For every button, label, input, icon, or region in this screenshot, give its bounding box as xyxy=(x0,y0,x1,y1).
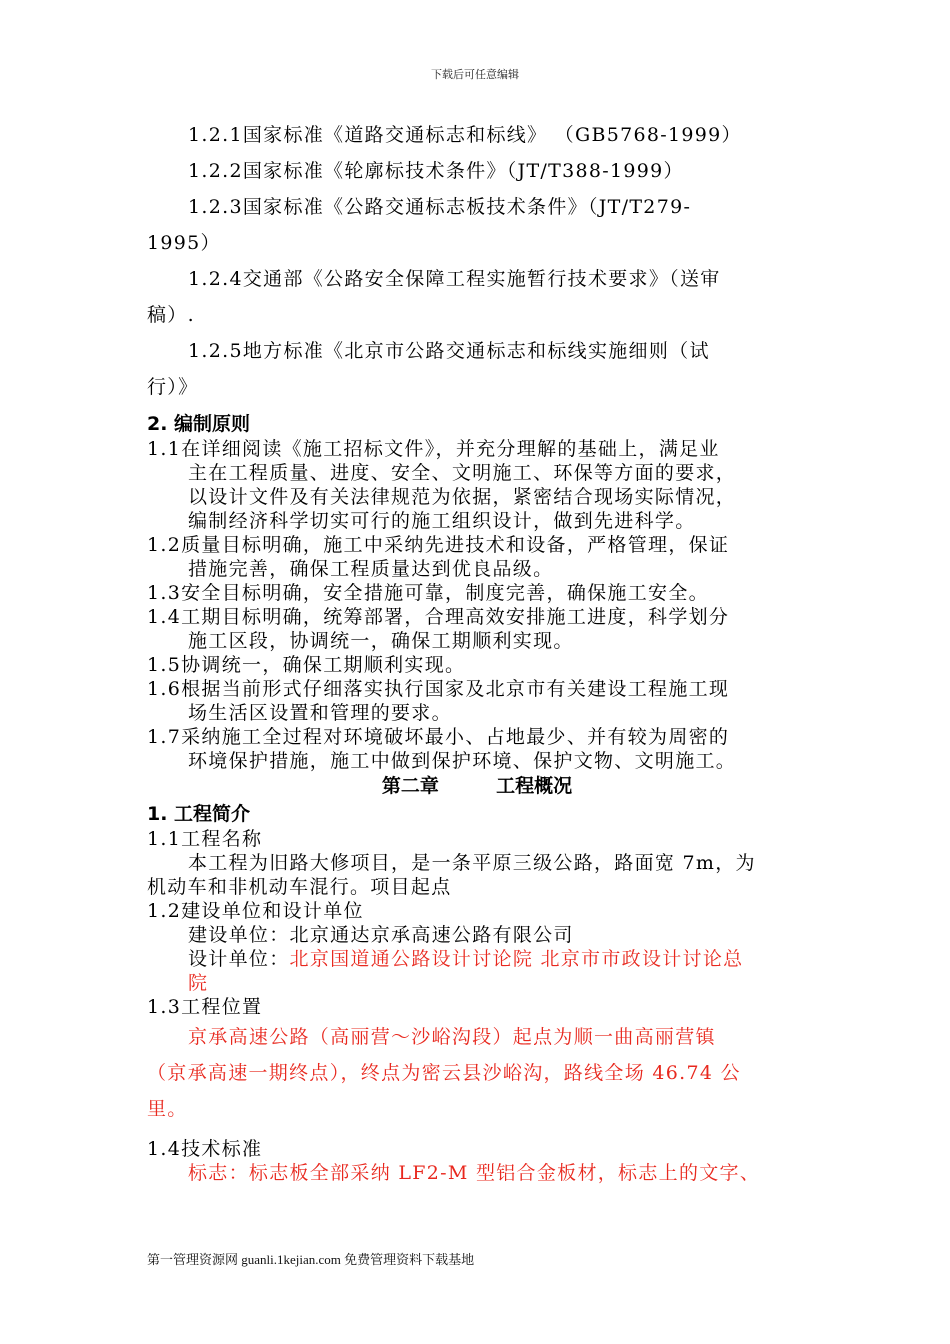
standard-line: 1.2.2国家标准《轮廓标技术条件》（JT/T388-1999） xyxy=(188,160,684,182)
location-description: 京承高速公路（高丽营～沙峪沟段）起点为顺一曲高丽营镇 （京承高速一期终点），终点为密云县沙峪沟，路线全场 46.74 公 里。 xyxy=(147,1026,741,1120)
project-description: 本工程为旧路大修项目，是一条平原三级公路，路面宽 7m，为 机动车和非机动车混行。项目起点 xyxy=(147,852,756,898)
standard-line-continued: 行）》 xyxy=(147,376,199,398)
subsection-title: 1.4技术标准 xyxy=(147,1138,263,1160)
standard-line: 1.2.1国家标准《道路交通标志和标线》 （GB5768-1999） xyxy=(188,124,742,146)
subsection-title: 1.3工程位置 xyxy=(147,996,263,1018)
standard-line: 1.2.4交通部《公路安全保障工程实施暂行技术要求》（送审 xyxy=(188,268,721,290)
chapter-name: 工程概况 xyxy=(496,775,573,797)
designer-value: 北京国道通公路设计讨论院 北京市市政设计讨论总 xyxy=(289,948,744,970)
standard-item xyxy=(147,333,807,405)
designer-label: 设计单位： xyxy=(188,948,290,970)
section-heading: 2. 编制原则 xyxy=(147,413,251,435)
overview-heading: 1. 工程简介 xyxy=(147,803,251,825)
principles-list xyxy=(147,437,807,773)
standard-line-continued: 稿）. xyxy=(147,304,195,326)
subsection-title: 1.2建设单位和设计单位 xyxy=(147,900,364,922)
principle-item: 1.4工期目标明确，统筹部署，合理高效安排施工进度，科学划分 施工区段，协调统一，确保工期顺利实现。 xyxy=(147,606,730,652)
standard-line: 1.2.5地方标准《北京市公路交通标志和标线实施细则（试 xyxy=(188,340,710,362)
standards-list xyxy=(147,117,807,405)
standard-line: 1.2.3国家标准《公路交通标志板技术条件》（JT/T279- xyxy=(188,196,692,218)
builder-line xyxy=(147,923,807,947)
standard-item xyxy=(147,153,807,189)
designer-line xyxy=(147,947,807,995)
chapter-title xyxy=(147,773,807,799)
designer-value-continued: 院 xyxy=(188,972,209,994)
standard-line-continued: 1995） xyxy=(147,232,221,254)
document-body xyxy=(147,117,807,1185)
standard-item xyxy=(147,261,807,333)
chapter-number: 第二章 xyxy=(381,775,439,797)
builder-value: 北京通达京承高速公路有限公司 xyxy=(289,924,574,946)
page-header: 下载后可任意编辑 xyxy=(431,68,519,81)
principle-item: 1.3安全目标明确，安全措施可靠，制度完善，确保施工安全。 xyxy=(147,582,709,604)
principle-item: 1.5协调统一，确保工期顺利实现。 xyxy=(147,654,466,676)
page-footer: 第一管理资源网 guanli.1kejian.com 免费管理资料下载基地 xyxy=(147,1252,475,1267)
tech-standard-line: 标志：标志板全部采纳 LF2-M 型铝合金板材，标志上的文字、 xyxy=(188,1162,761,1184)
standard-item xyxy=(147,189,807,261)
principle-item: 1.6根据当前形式仔细落实执行国家及北京市有关建设工程施工现 场生活区设置和管理的要求。 xyxy=(147,678,730,724)
standard-item xyxy=(147,117,807,153)
subsection-title: 1.1工程名称 xyxy=(147,828,263,850)
principle-item: 1.1在详细阅读《施工招标文件》，并充分理解的基础上，满足业 主在工程质量、进度、安全、文明施工、环保等方面的要求， 以设计文件及有关法律规范为依据，紧密结合现场实际情况， 编制经济科学切实可行的施工组织设计，做到先进科学。 xyxy=(147,438,737,532)
principle-item: 1.2质量目标明确，施工中采纳先进技术和设备，严格管理，保证 措施完善，确保工程质量达到优良品级。 xyxy=(147,534,730,580)
builder-label: 建设单位： xyxy=(188,924,290,946)
principle-item: 1.7采纳施工全过程对环境破坏最小、占地最少、并有较为周密的 环境保护措施，施工中做到保护环境、保护文物、文明施工。 xyxy=(147,726,737,772)
